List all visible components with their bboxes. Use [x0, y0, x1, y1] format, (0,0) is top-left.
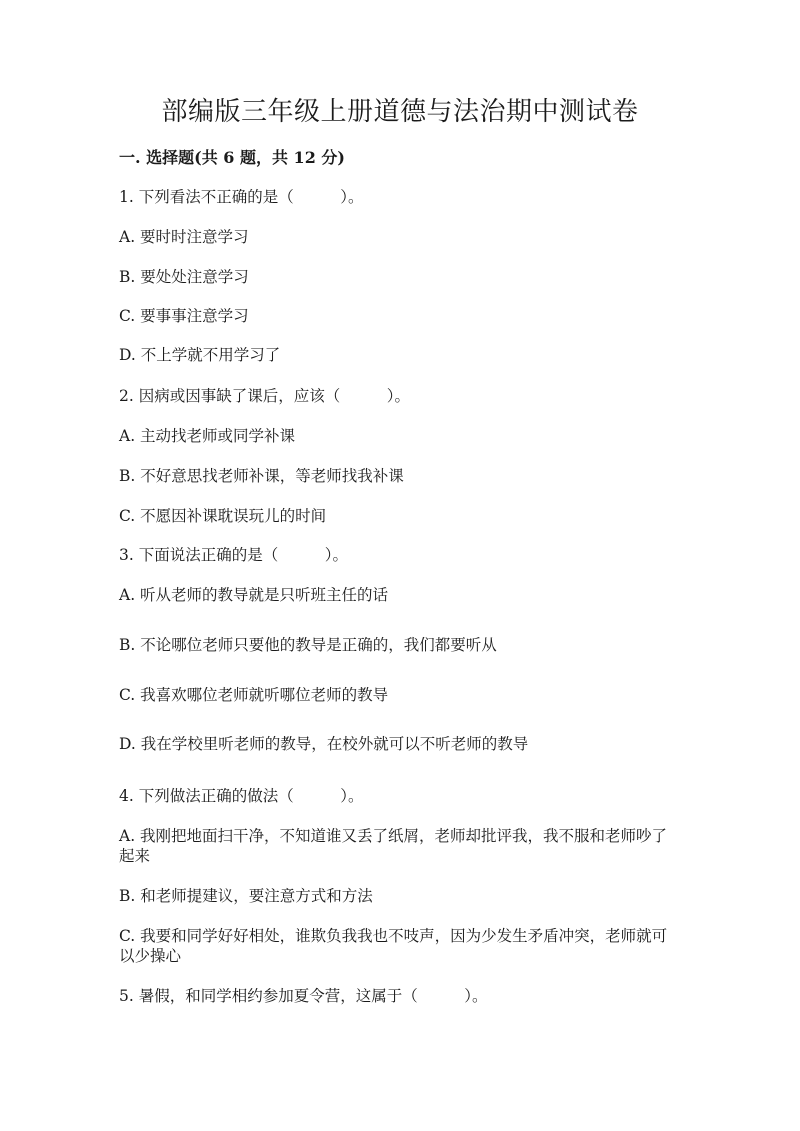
question-3-option-c: C. 我喜欢哪位老师就听哪位老师的教导 — [119, 686, 389, 704]
question-4-option-c: C. 我要和同学好好相处，谁欺负我我也不吱声，因为少发生矛盾冲突，老师就可以少操心 — [119, 927, 668, 965]
question-1-stem: 1. 下列看法不正确的是（ ）。 — [119, 188, 364, 206]
question-1-option-b: B. 要处处注意学习 — [119, 268, 249, 286]
question-3-option-d: D. 我在学校里听老师的教导，在校外就可以不听老师的教导 — [119, 735, 529, 753]
question-1-option-d: D. 不上学就不用学习了 — [119, 346, 281, 364]
question-2-option-b: B. 不好意思找老师补课，等老师找我补课 — [119, 467, 404, 485]
question-4-option-b: B. 和老师提建议，要注意方式和方法 — [119, 887, 373, 905]
question-3-option-a: A. 听从老师的教导就是只听班主任的话 — [119, 586, 389, 604]
exam-title: 部编版三年级上册道德与法治期中测试卷 — [161, 97, 639, 127]
question-2-option-a: A. 主动找老师或同学补课 — [119, 427, 296, 445]
question-3-option-b: B. 不论哪位老师只要他的教导是正确的，我们都要听从 — [119, 636, 497, 654]
section-heading: 一. 选择题(共 6 题，共 12 分) — [119, 148, 345, 167]
question-5-stem: 5. 暑假，和同学相约参加夏令营，这属于（ ）。 — [119, 987, 488, 1005]
question-2-option-c: C. 不愿因补课耽误玩儿的时间 — [119, 507, 327, 525]
question-4-option-a: A. 我刚把地面扫干净，不知道谁又丢了纸屑，老师却批评我，我不服和老师吵了起来 — [119, 827, 668, 865]
question-3-stem: 3. 下面说法正确的是（ ）。 — [119, 546, 348, 564]
question-4-stem: 4. 下列做法正确的做法（ ）。 — [119, 787, 364, 805]
question-1-option-c: C. 要事事注意学习 — [119, 307, 249, 325]
question-2-stem: 2. 因病或因事缺了课后，应该（ ）。 — [119, 387, 410, 405]
question-1-option-a: A. 要时时注意学习 — [119, 228, 249, 246]
